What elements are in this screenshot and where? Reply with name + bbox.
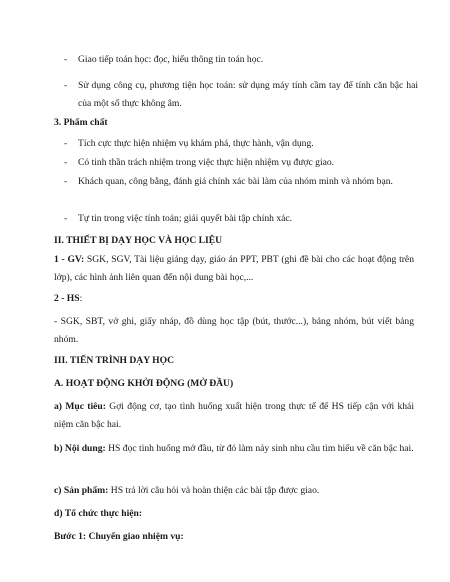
content-label: b) Nội dung:: [54, 443, 106, 454]
list-item-text: Sử dụng công cụ, phương tiện học toán: sử dụng máy tính cầm tay để tính căn bậc hai của một số thực không âm.: [78, 80, 418, 109]
list-item-text: Tích cực thực hiện nhiệm vụ khám phá, thực hành, vận dụng.: [78, 138, 314, 149]
step1-heading: Bước 1: Chuyển giao nhiệm vụ:: [54, 531, 184, 542]
paragraph-hs: - SGK, SBT, vở ghi, giấy nháp, đồ dùng học tập (bút, thước...), bảng nhóm, bút viết bảng nhóm.: [54, 316, 414, 345]
content-text: HS đọc tình huống mở đầu, từ đó làm nảy sinh nhu cầu tìm hiểu về căn bậc hai.: [105, 443, 414, 454]
product-text: HS trả lời câu hỏi và hoàn thiện các bài tập được giao.: [108, 485, 320, 496]
list-item: [64, 154, 418, 172]
objective-label: a) Mục tiêu:: [54, 401, 106, 412]
bullet-dash: -: [64, 176, 68, 187]
paragraph-content: [54, 440, 414, 458]
section-heading-process: III. TIẾN TRÌNH DẠY HỌC: [54, 355, 175, 366]
organization-heading: d) Tổ chức thực hiện:: [54, 508, 143, 519]
list-item-text: Giao tiếp toán học: đọc, hiểu thông tin toán học.: [78, 54, 264, 65]
list-item-text: Khách quan, công bằng, đánh giá chính xác bài làm của nhóm mình và nhóm bạn.: [78, 176, 393, 187]
bullet-dash: -: [64, 54, 68, 65]
list-item: [64, 135, 418, 153]
list-item: [64, 173, 418, 191]
gv-label: 1 - GV:: [54, 254, 85, 265]
objective-text: Gợi động cơ, tạo tình huống xuất hiện trong thực tế để HS tiếp cận với khái niệm căn bậc hai.: [54, 401, 414, 430]
section-heading-equipment: II. THIẾT BỊ DẠY HỌC VÀ HỌC LIỆU: [54, 235, 223, 246]
gv-text: SGK, SGV, Tài liệu giảng dạy, giáo án PPT, PBT (ghi đề bài cho các hoạt động trên lớp), các hình ảnh liên quan đến nội dung bài học,...: [54, 254, 414, 283]
section-heading-qualities: 3. Phẩm chất: [54, 117, 108, 128]
list-item: [64, 77, 418, 113]
list-item: [64, 210, 418, 228]
hs-label: 2 - HS: [54, 293, 80, 304]
paragraph-objective: [54, 398, 414, 434]
bullet-dash: -: [64, 213, 68, 224]
paragraph-hs-label: [54, 290, 414, 308]
paragraph-gv: [54, 251, 414, 287]
bullet-dash: -: [64, 80, 68, 91]
hs-colon: :: [79, 293, 83, 304]
list-item: [64, 51, 418, 69]
bullet-dash: -: [64, 138, 68, 149]
list-item-text: Tự tin trong việc tính toán; giải quyết bài tập chính xác.: [78, 213, 293, 224]
paragraph-product: [54, 482, 414, 500]
bullet-dash: -: [64, 157, 68, 168]
product-label: c) Sản phẩm:: [54, 485, 109, 496]
activity-heading: A. HOẠT ĐỘNG KHỞI ĐỘNG (MỞ ĐẦU): [54, 378, 234, 389]
list-item-text: Có tinh thần trách nhiệm trong việc thực hiện nhiệm vụ được giao.: [78, 157, 335, 168]
